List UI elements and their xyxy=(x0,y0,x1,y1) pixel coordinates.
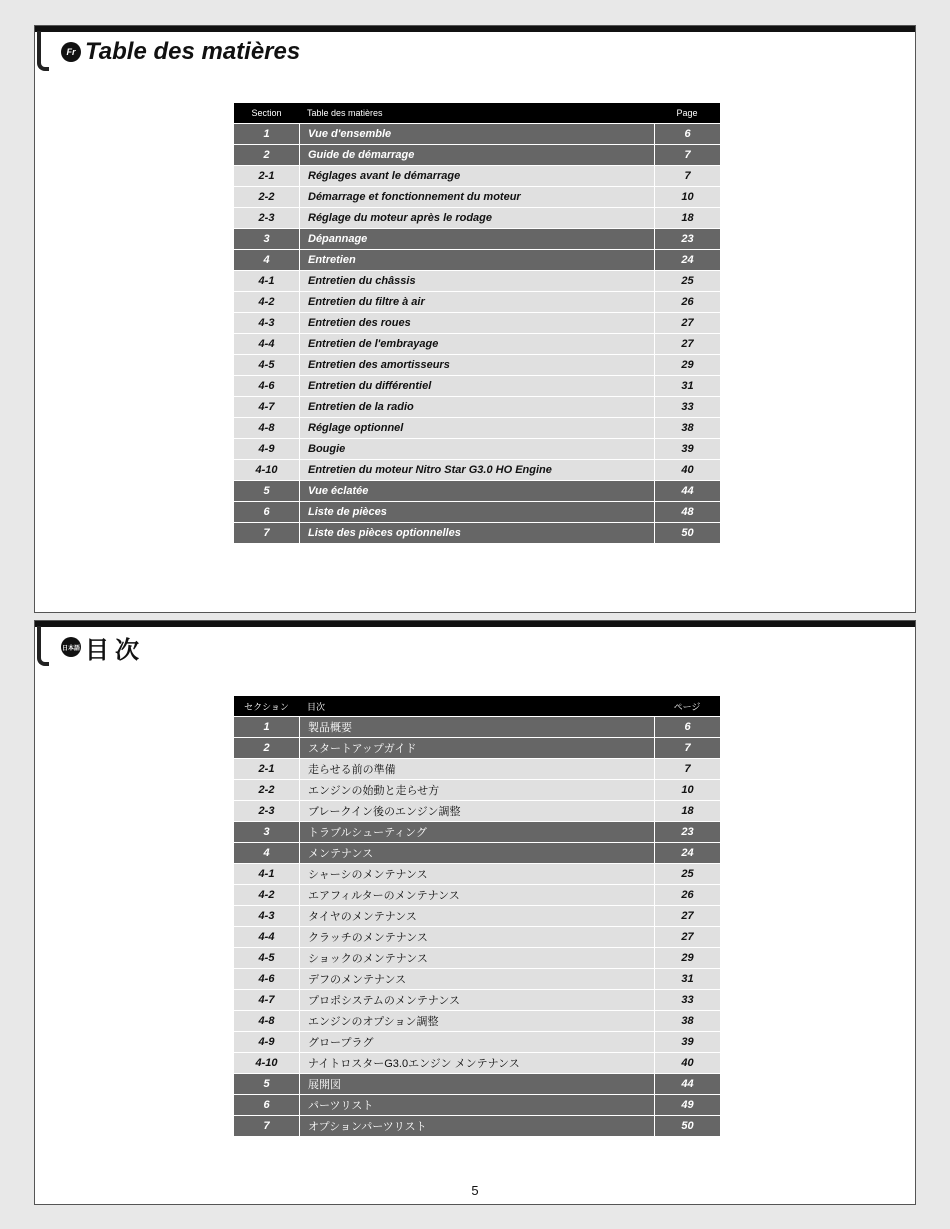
row-title: シャーシのメンテナンス xyxy=(299,864,654,884)
row-section: 3 xyxy=(263,233,270,245)
toc-row xyxy=(234,187,720,207)
row-page: 18 xyxy=(654,208,720,228)
row-page: 10 xyxy=(654,780,720,800)
row-page: 27 xyxy=(654,906,720,926)
row-section: 2 xyxy=(263,742,270,754)
row-section: 4-9 xyxy=(258,1036,275,1048)
row-page: 44 xyxy=(654,1074,720,1094)
toc-row xyxy=(234,229,720,249)
row-page: 39 xyxy=(654,439,720,459)
toc-row xyxy=(234,418,720,438)
row-title: 展開図 xyxy=(299,1074,654,1094)
row-page: 26 xyxy=(654,292,720,312)
row-title: Entretien du différentiel xyxy=(299,376,654,396)
row-section: 4-9 xyxy=(258,443,275,455)
toc-row xyxy=(234,864,720,884)
row-title: Dépannage xyxy=(299,229,654,249)
row-section: 2-1 xyxy=(258,763,275,775)
toc-row xyxy=(234,1074,720,1094)
row-page: 7 xyxy=(654,145,720,165)
toc-row xyxy=(234,801,720,821)
row-page: 50 xyxy=(654,1116,720,1136)
row-title: Entretien du filtre à air xyxy=(299,292,654,312)
toc-row xyxy=(234,948,720,968)
row-title: パーツリスト xyxy=(299,1095,654,1115)
toc-row xyxy=(234,481,720,501)
row-section: 4-5 xyxy=(258,359,275,371)
row-title: プロポシステムのメンテナンス xyxy=(299,990,654,1010)
row-page: 29 xyxy=(654,948,720,968)
row-title: Guide de démarrage xyxy=(299,145,654,165)
toc-header-row xyxy=(234,696,720,716)
row-section: 4-8 xyxy=(258,422,275,434)
toc-row xyxy=(234,738,720,758)
jp-language-badge: 日本語 xyxy=(61,637,81,657)
toc-row xyxy=(234,759,720,779)
row-title: Entretien des amortisseurs xyxy=(299,355,654,375)
row-page: 24 xyxy=(654,843,720,863)
toc-row xyxy=(234,927,720,947)
row-section: 7 xyxy=(263,1120,270,1132)
toc-row xyxy=(234,250,720,270)
row-title: Entretien du moteur Nitro Star G3.0 HO Engine xyxy=(299,460,654,480)
row-page: 23 xyxy=(654,229,720,249)
row-title: トラブルシューティング xyxy=(299,822,654,842)
row-page: 33 xyxy=(654,397,720,417)
row-section: 4-6 xyxy=(258,973,275,985)
row-title: 製品概要 xyxy=(299,717,654,737)
row-section: 4-2 xyxy=(258,296,275,308)
toc-row xyxy=(234,885,720,905)
header-contents: 目次 xyxy=(307,701,326,712)
row-section: 5 xyxy=(263,1078,270,1090)
row-page: 50 xyxy=(654,523,720,543)
row-page: 39 xyxy=(654,1032,720,1052)
row-section: 4-1 xyxy=(258,275,275,287)
row-page: 29 xyxy=(654,355,720,375)
row-page: 24 xyxy=(654,250,720,270)
toc-row xyxy=(234,1011,720,1031)
row-title: グロープラグ xyxy=(299,1032,654,1052)
row-page: 10 xyxy=(654,187,720,207)
row-title: Entretien du châssis xyxy=(299,271,654,291)
row-section: 4-3 xyxy=(258,317,275,329)
row-section: 4-2 xyxy=(258,889,275,901)
row-section: 2-2 xyxy=(258,191,275,203)
toc-row xyxy=(234,969,720,989)
row-page: 23 xyxy=(654,822,720,842)
toc-row xyxy=(234,523,720,543)
row-title: エンジンの始動と走らせ方 xyxy=(299,780,654,800)
jp-title: 目次 xyxy=(85,636,145,664)
row-page: 6 xyxy=(654,717,720,737)
jp-toc-table xyxy=(234,696,720,1136)
row-section: 4-1 xyxy=(258,868,275,880)
row-page: 25 xyxy=(654,271,720,291)
row-page: 38 xyxy=(654,1011,720,1031)
row-title: Entretien des roues xyxy=(299,313,654,333)
toc-row xyxy=(234,822,720,842)
toc-header-row xyxy=(234,103,720,123)
row-page: 44 xyxy=(654,481,720,501)
toc-row xyxy=(234,843,720,863)
row-section: 4-6 xyxy=(258,380,275,392)
toc-row xyxy=(234,166,720,186)
row-title: Réglage optionnel xyxy=(299,418,654,438)
header-section: Section xyxy=(251,108,282,118)
row-section: 2 xyxy=(263,149,270,161)
row-title: ナイトロスターG3.0エンジン メンテナンス xyxy=(299,1053,654,1073)
row-title: Liste de pièces xyxy=(299,502,654,522)
row-page: 49 xyxy=(654,1095,720,1115)
row-title: デフのメンテナンス xyxy=(299,969,654,989)
toc-row xyxy=(234,906,720,926)
toc-row xyxy=(234,334,720,354)
page-number: 5 xyxy=(471,1183,479,1198)
row-section: 7 xyxy=(263,527,270,539)
row-title: Vue éclatée xyxy=(299,481,654,501)
toc-row xyxy=(234,780,720,800)
row-page: 40 xyxy=(654,1053,720,1073)
row-section: 4 xyxy=(263,847,270,859)
row-title: Entretien de la radio xyxy=(299,397,654,417)
toc-row xyxy=(234,313,720,333)
row-title: ブレークイン後のエンジン調整 xyxy=(299,801,654,821)
row-title: ショックのメンテナンス xyxy=(299,948,654,968)
row-title: スタートアップガイド xyxy=(299,738,654,758)
header-page: ページ xyxy=(673,701,701,712)
toc-row xyxy=(234,376,720,396)
row-title: エンジンのオプション調整 xyxy=(299,1011,654,1031)
toc-row xyxy=(234,355,720,375)
row-page: 6 xyxy=(654,124,720,144)
corner-bracket xyxy=(37,626,49,666)
header-contents: Table des matières xyxy=(307,108,383,118)
jp-panel xyxy=(34,620,916,1205)
corner-bracket xyxy=(37,31,49,71)
toc-row xyxy=(234,460,720,480)
row-page: 31 xyxy=(654,376,720,396)
row-section: 2-2 xyxy=(258,784,275,796)
row-title: Réglages avant le démarrage xyxy=(299,166,654,186)
row-section: 6 xyxy=(263,1099,270,1111)
toc-row xyxy=(234,292,720,312)
row-section: 4-8 xyxy=(258,1015,275,1027)
row-page: 7 xyxy=(654,759,720,779)
row-section: 4-4 xyxy=(258,931,275,943)
row-section: 2-3 xyxy=(258,805,275,817)
toc-row xyxy=(234,717,720,737)
row-title: 走らせる前の準備 xyxy=(299,759,654,779)
toc-row xyxy=(234,439,720,459)
row-page: 33 xyxy=(654,990,720,1010)
row-section: 4-10 xyxy=(255,464,278,476)
row-title: オプションパーツリスト xyxy=(299,1116,654,1136)
fr-panel xyxy=(34,25,916,613)
fr-language-badge: Fr xyxy=(61,42,81,62)
row-page: 38 xyxy=(654,418,720,438)
row-title: Entretien xyxy=(299,250,654,270)
row-page: 7 xyxy=(654,738,720,758)
toc-row xyxy=(234,502,720,522)
row-page: 27 xyxy=(654,927,720,947)
toc-row xyxy=(234,1116,720,1136)
row-page: 25 xyxy=(654,864,720,884)
row-title: Bougie xyxy=(299,439,654,459)
row-section: 6 xyxy=(263,506,270,518)
toc-row xyxy=(234,1095,720,1115)
row-page: 27 xyxy=(654,334,720,354)
row-section: 4-4 xyxy=(258,338,275,350)
toc-row xyxy=(234,271,720,291)
row-section: 4-10 xyxy=(255,1057,278,1069)
fr-title: Table des matières xyxy=(85,38,301,65)
row-section: 1 xyxy=(263,128,270,140)
row-page: 26 xyxy=(654,885,720,905)
row-section: 3 xyxy=(263,826,270,838)
toc-row xyxy=(234,990,720,1010)
toc-row xyxy=(234,397,720,417)
row-title: クラッチのメンテナンス xyxy=(299,927,654,947)
row-page: 40 xyxy=(654,460,720,480)
row-title: タイヤのメンテナンス xyxy=(299,906,654,926)
toc-row xyxy=(234,1053,720,1073)
toc-row xyxy=(234,124,720,144)
row-section: 4-5 xyxy=(258,952,275,964)
row-section: 2-1 xyxy=(258,170,275,182)
row-title: エアフィルターのメンテナンス xyxy=(299,885,654,905)
toc-row xyxy=(234,208,720,228)
header-section: セクション xyxy=(244,701,289,712)
row-page: 27 xyxy=(654,313,720,333)
row-page: 31 xyxy=(654,969,720,989)
fr-heading xyxy=(61,37,300,67)
fr-toc-table xyxy=(234,103,720,543)
row-section: 4-7 xyxy=(258,994,275,1006)
toc-row xyxy=(234,145,720,165)
row-section: 1 xyxy=(263,721,270,733)
row-section: 5 xyxy=(263,485,270,497)
row-title: Vue d'ensemble xyxy=(299,124,654,144)
jp-heading xyxy=(61,632,145,662)
header-page: Page xyxy=(676,108,698,118)
row-title: Réglage du moteur après le rodage xyxy=(299,208,654,228)
row-section: 4-3 xyxy=(258,910,275,922)
row-title: Démarrage et fonctionnement du moteur xyxy=(299,187,654,207)
row-page: 7 xyxy=(654,166,720,186)
row-section: 2-3 xyxy=(258,212,275,224)
row-title: Liste des pièces optionnelles xyxy=(299,523,654,543)
toc-row xyxy=(234,1032,720,1052)
row-page: 18 xyxy=(654,801,720,821)
row-section: 4-7 xyxy=(258,401,275,413)
row-title: メンテナンス xyxy=(299,843,654,863)
row-title: Entretien de l'embrayage xyxy=(299,334,654,354)
row-section: 4 xyxy=(263,254,270,266)
panel-top-bar xyxy=(35,621,915,627)
row-page: 48 xyxy=(654,502,720,522)
panel-top-bar xyxy=(35,26,915,32)
